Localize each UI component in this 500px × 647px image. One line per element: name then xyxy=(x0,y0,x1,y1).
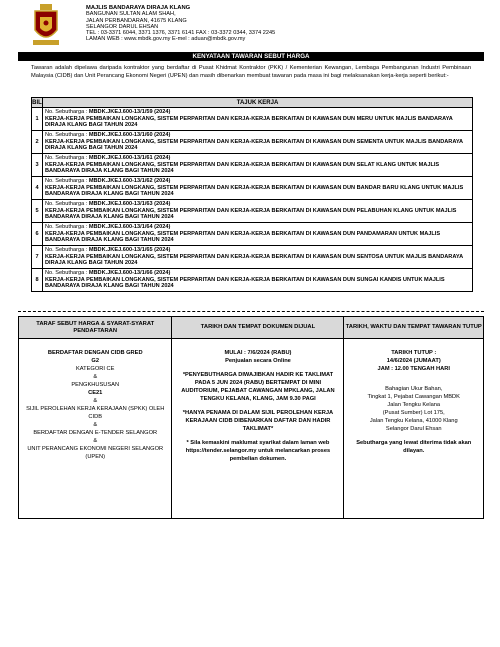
taraf-cell xyxy=(19,339,172,519)
row-number: 4 xyxy=(32,177,43,200)
row-number: 1 xyxy=(32,108,43,131)
org-name: MAJLIS BANDARAYA DIRAJA KLANG xyxy=(86,5,191,11)
ref-prefix: No. Sebutharga : xyxy=(45,224,89,231)
org-address-line: SELANGOR DARUL EHSAN xyxy=(86,23,159,30)
quotation-ref xyxy=(45,270,470,277)
row-description xyxy=(43,177,473,200)
col-taraf-header: TARAF SEBUT HARGA & SYARAT-SYARAT PENDAFTARAN xyxy=(19,317,172,339)
row-number: 8 xyxy=(32,269,43,292)
org-tel: TEL : 03-3371 6044, 3371 1376, 3371 6141 FAX : 03-3372 0344, 3374 2245 xyxy=(86,30,276,37)
ref-prefix: No. Sebutharga : xyxy=(45,109,89,116)
quotation-ref xyxy=(45,224,470,231)
table-row xyxy=(32,223,473,246)
row-number: 2 xyxy=(32,131,43,154)
table-row xyxy=(32,269,473,292)
row-number: 5 xyxy=(32,200,43,223)
dokumen-cell xyxy=(172,339,344,519)
quotation-ref xyxy=(45,178,470,185)
ref-number: MBDK.JKEJ.600-13/1/60 (2024) xyxy=(88,132,171,139)
table-row xyxy=(32,177,473,200)
row-number: 3 xyxy=(32,154,43,177)
row-number: 6 xyxy=(32,223,43,246)
ampersand: & xyxy=(93,422,98,428)
closing-label: TARIKH TUTUP : xyxy=(391,350,437,356)
ref-prefix: No. Sebutharga : xyxy=(45,132,89,139)
intro-paragraph: Tawaran adalah dipelawa daripada kontraktor yang berdaftar di Pusat Khidmat Kontraktor (PKK) / Kementerian Kewangan, Lembaga Pembangunan Industri Pembinaan Malaysia (CIDB) dan Unit Perancang Ekonomi Negeri (UPEN) dan masih dibenarkan membuat tawaran pada masa ini bagi melaksanakan kerja-kerja seperti berikut:- xyxy=(31,65,471,80)
col-bil-header: BIL xyxy=(32,99,42,106)
quotation-ref xyxy=(45,132,470,139)
quotation-ref xyxy=(45,201,470,208)
tutup-cell xyxy=(344,339,484,519)
col-dokumen-header: TARIKH DAN TEMPAT DOKUMEN DIJUAL xyxy=(172,317,344,339)
notice-title: KENYATAAN TAWARAN SEBUT HARGA xyxy=(18,52,484,61)
table-row xyxy=(32,108,473,131)
specialisation: CE21 xyxy=(88,390,103,396)
address-line: Tingkat 1, Pejabat Cawangan MBDK xyxy=(367,394,460,400)
quotation-ref xyxy=(45,247,470,254)
col-tutup-header: TARIKH, WAKTU DAN TEMPAT TAWARAN TUTUP xyxy=(344,317,484,339)
address-line: (Pusat Sumber) Lot 175, xyxy=(382,410,445,416)
address-line: Selangor Darul Ehsan xyxy=(385,426,442,432)
quotation-ref xyxy=(45,109,470,116)
row-description xyxy=(43,154,473,177)
info-table xyxy=(18,316,484,519)
row-description xyxy=(43,200,473,223)
ref-number: MBDK.JKEJ.600-13/1/65 (2024) xyxy=(88,247,171,254)
etender-line: BERDAFTAR DENGAN E-TENDER SELANGOR xyxy=(33,430,158,436)
category: KATEGORI CE xyxy=(75,366,115,372)
table-row xyxy=(32,131,473,154)
row-description xyxy=(43,108,473,131)
org-details xyxy=(86,5,275,43)
late-note: Sebutharga yang lewat diterima tidak akan dilayan. xyxy=(356,440,472,454)
table-row xyxy=(32,246,473,269)
address-line: Bahagian Ukur Bahan, xyxy=(385,386,443,392)
col-tajuk-header: TAJUK KERJA xyxy=(43,98,473,108)
mbdk-crest-logo xyxy=(31,4,61,48)
table-row xyxy=(32,200,473,223)
ref-number: MBDK.JKEJ.600-13/1/59 (2024) xyxy=(88,109,171,116)
ref-prefix: No. Sebutharga : xyxy=(45,178,89,185)
ampersand: & xyxy=(93,374,98,380)
ref-number: MBDK.JKEJ.600-13/1/66 (2024) xyxy=(88,270,171,277)
org-web: LAMAN WEB : www.mbdk.gov.my E-mel : aduan@mbdk.gov.my xyxy=(86,36,246,43)
divider xyxy=(18,311,484,312)
ref-prefix: No. Sebutharga : xyxy=(45,155,89,162)
ref-number: MBDK.JKEJ.600-13/1/61 (2024) xyxy=(88,155,171,162)
ref-number: MBDK.JKEJ.600-13/1/64 (2024) xyxy=(88,224,171,231)
job-title: KERJA-KERJA PEMBAIKAN LONGKANG, SISTEM PERPARITAN DAN KERJA-KERJA BERKAITAN DI KAWASAN DUN PELABUHAN KLANG UNTUK MAJLIS BANDARAYA DIRAJA KLANG BAGI TAHUN 2024 xyxy=(45,207,457,221)
attendance-note: *HANYA PENAMA DI DALAM SIJIL PEROLEHAN KERJA KERAJAAN CIDB DIBENARKAN DAFTAR DAN HADIR TAKLIMAT* xyxy=(182,410,334,432)
grade: G2 xyxy=(91,358,100,364)
job-title: KERJA-KERJA PEMBAIKAN LONGKANG, SISTEM PERPARITAN DAN KERJA-KERJA BERKAITAN DI KAWASAN DUN MERU UNTUK MAJLIS BANDARAYA DIRAJA KLANG BAGI TAHUN 2024 xyxy=(45,115,453,129)
cidb-line: BERDAFTAR DENGAN CIDB GRED xyxy=(47,350,143,356)
row-description xyxy=(43,131,473,154)
specialisation-label: PENGKHUSUSAN xyxy=(71,382,120,388)
address-line: Jalan Tengku Kelana, 41000 Klang xyxy=(369,418,458,424)
row-description xyxy=(43,269,473,292)
works-table xyxy=(31,97,473,292)
org-address-line: BANGUNAN SULTAN ALAM SHAH, xyxy=(86,11,176,18)
website-note: * Sila kemaskini maklumat syarikat dalam laman web https://tender.selangor.my untuk melancarkan proses pembelian dokumen. xyxy=(185,440,331,462)
job-title: KERJA-KERJA PEMBAIKAN LONGKANG, SISTEM PERPARITAN DAN KERJA-KERJA BERKAITAN DI KAWASAN DUN SELAT KLANG UNTUK MAJLIS BANDARAYA DIRAJA KLANG BAGI TAHUN 2024 xyxy=(45,161,440,175)
job-title: KERJA-KERJA PEMBAIKAN LONGKANG, SISTEM PERPARITAN DAN KERJA-KERJA BERKAITAN DI KAWASAN DUN SENTOSA UNTUK MAJLIS BANDARAYA DIRAJA KLANG BAGI TAHUN 2024 xyxy=(45,253,463,267)
job-title: KERJA-KERJA PEMBAIKAN LONGKANG, SISTEM PERPARITAN DAN KERJA-KERJA BERKAITAN DI KAWASAN DUN SEMENTA UNTUK MAJLIS BANDARAYA DIRAJA KLANG BAGI TAHUN 2024 xyxy=(45,138,463,152)
address-line: Jalan Tengku Kelana xyxy=(387,402,441,408)
org-address-line: JALAN PERBANDARAN, 41675 KLANG xyxy=(86,17,187,24)
upen-line: UNIT PERANCANG EKONOMI NEGERI SELANGOR (UPEN) xyxy=(27,446,164,460)
closing-date: 14/6/2024 (JUMAAT) xyxy=(386,358,441,364)
ampersand: & xyxy=(93,398,98,404)
sale-mode: Penjualan secara Online xyxy=(225,358,291,364)
ref-number: MBDK.JKEJ.600-13/1/62 (2024) xyxy=(88,178,171,185)
row-description xyxy=(43,223,473,246)
table-row xyxy=(32,154,473,177)
ref-prefix: No. Sebutharga : xyxy=(45,247,89,254)
sale-start: MULAI : 7/6/2024 (RABU) xyxy=(224,350,292,356)
ref-number: MBDK.JKEJ.600-13/1/63 (2024) xyxy=(88,201,171,208)
ref-prefix: No. Sebutharga : xyxy=(45,270,89,277)
row-description xyxy=(43,246,473,269)
ampersand: & xyxy=(93,438,98,444)
job-title: KERJA-KERJA PEMBAIKAN LONGKANG, SISTEM PERPARITAN DAN KERJA-KERJA BERKAITAN DI KAWASAN DUN BANDAR BARU KLANG UNTUK MAJLIS BANDARAYA DIRAJA KLANG BAGI TAHUN 2024 xyxy=(45,184,464,198)
closing-time: JAM : 12.00 TENGAH HARI xyxy=(377,366,450,372)
job-title: KERJA-KERJA PEMBAIKAN LONGKANG, SISTEM PERPARITAN DAN KERJA-KERJA BERKAITAN DI KAWASAN DUN PANDAMARAN UNTUK MAJLIS BANDARAYA DIRAJA KLANG BAGI TAHUN 2024 xyxy=(45,230,441,244)
ref-prefix: No. Sebutharga : xyxy=(45,201,89,208)
quotation-ref xyxy=(45,155,470,162)
briefing-note: *PENYEBUTHARGA DIWAJIBKAN HADIR KE TAKLIMAT PADA 5 JUN 2024 (RABU) BERTEMPAT DI MINI AUDITORIUM, PEJABAT CAWANGAN MPKLANG, JALAN TENGKU KELANA, KLANG, JAM 9.30 PAGI xyxy=(181,372,335,402)
job-title: KERJA-KERJA PEMBAIKAN LONGKANG, SISTEM PERPARITAN DAN KERJA-KERJA BERKAITAN DI KAWASAN DUN SUNGAI KANDIS UNTUK MAJLIS BANDARAYA DIRAJA KLANG BAGI TAHUN 2024 xyxy=(45,276,445,290)
spkk-line: SIJIL PEROLEHAN KERJA KERAJAAN (SPKK) OLEH CIDB xyxy=(26,406,165,420)
letterhead xyxy=(31,4,471,52)
row-number: 7 xyxy=(32,246,43,269)
